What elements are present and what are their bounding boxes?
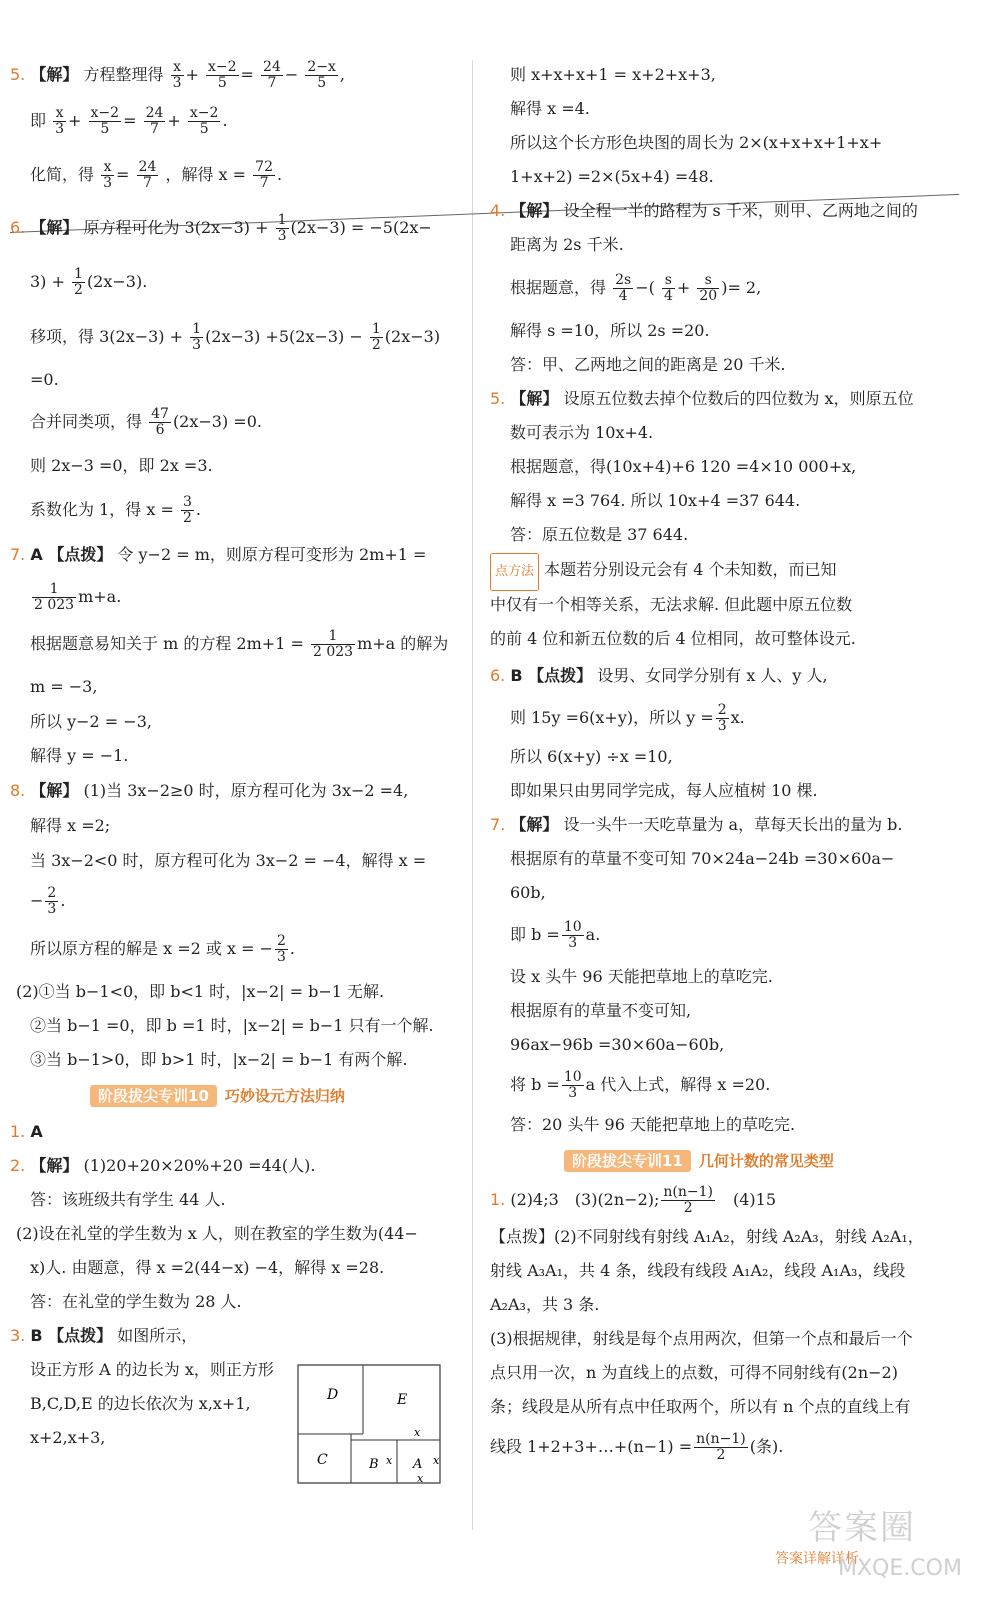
p6-line-1 [10,203,450,253]
question-number: 6. [10,218,26,237]
fraction [694,1432,748,1463]
fraction [188,106,221,137]
numerator: 2−x [307,59,336,75]
t1-line-5: (3)根据规律，射线是每个点用两次，但第一个点和最后一个 [490,1329,913,1348]
s7-line-5: 设 x 头牛 96 天能把草地上的草吃完. [510,967,773,986]
numerator: 3 [182,494,192,510]
denominator: 5 [217,75,227,91]
p7-line-1 [10,535,450,575]
denominator: 4 [663,288,673,304]
squares-diagram [297,1364,443,1486]
fraction [149,407,171,438]
s4-line-4: 解得 s =10，所以 2s =20. [510,321,710,340]
answer-tag: A 【点拨】 [30,545,113,564]
fraction [190,322,203,353]
denominator: 5 [199,121,209,137]
method-line-3: 的前 4 位和新五位数的后 4 位相同，故可整体设元. [490,629,856,648]
fraction [276,213,289,244]
question-number: 8. [10,781,26,800]
denominator: 20 [699,288,718,304]
fraction [305,60,338,91]
fraction [562,1070,584,1101]
s6-line-1 [490,656,950,696]
p7-line-6: 解得 y = −1. [30,746,129,765]
p6-line-3 [10,311,450,363]
fraction [101,160,114,191]
answer-tag: B 【点拨】 [30,1326,113,1345]
text: m+a 的解为 [357,634,449,653]
fraction [716,703,729,734]
answer-tag: 【解】 [510,815,559,834]
text: 合并同类项，得 [30,412,143,431]
numerator: 1 [74,266,83,282]
text: 设全程一半的路程为 s 千米，则甲、乙两地之间的 [563,201,918,220]
text: 根据题意，得 [510,278,607,297]
question-number: 3. [10,1326,26,1345]
text: 则 15y =6(x+y)，所以 y = [510,708,714,727]
squares-figure [297,1364,443,1486]
text: 设原五位数去掉个位数后的四位数为 x，则原五位 [563,389,914,408]
p8-line-1 [10,773,450,809]
banner-label: 阶段拔尖专训10 [90,1085,217,1107]
answer-tag: B 【点拨】 [510,666,593,685]
c-line-1: 则 x+x+x+1 = x+2+x+3, [510,65,716,84]
text: a 代入上式，解得 x =20. [585,1075,771,1094]
label-d: D [327,1387,339,1403]
fraction [32,582,76,613]
method-badge: 点方法 [490,553,539,591]
text: ，解得 x = [165,165,247,184]
label-x: x [417,1472,424,1485]
t1-line-2: 【点拨】(2)不同射线有射线 A₁A₂，射线 A₂A₃，射线 A₂A₁， [490,1227,924,1246]
label-e: E [397,1392,408,1408]
fraction [661,1185,715,1216]
section-banner-10 [80,1083,355,1109]
question-number: 6. [490,666,506,685]
s7-line-8 [490,1062,950,1108]
denominator: 3 [276,949,286,965]
text: 即 [30,111,47,130]
t1-line-8 [490,1424,950,1470]
p5-line-2: 即 $\frac{x}{3}$ + $\frac{x-2}{5}$ = $\frac{24}{7}$ + $\frac{x-2}{5}$ . [30,105,228,137]
answer-tag: 【解】 [30,1156,79,1175]
t1-line-1 [490,1180,950,1220]
section-banner-11 [554,1148,844,1174]
p7-line-4: m = −3, [30,677,98,696]
question-number: 5. [10,65,26,84]
text: (2x−3) =0. [172,412,262,431]
watermark-logo: 答案圈 [808,1508,916,1548]
s2-line-3: (2)设在礼堂的学生数为 x 人，则在教室的学生数为(44− [16,1224,418,1243]
numerator: 10 [563,919,582,935]
text: 化简，得 [30,165,95,184]
label-b: B [369,1457,379,1472]
p8-line-7: ②当 b−1 =0，即 b =1 时，|x−2| = b−1 只有一个解. [30,1016,434,1035]
fraction [137,160,159,191]
answer-tag: 【解】 [30,218,79,237]
p5-line-3: 化简，得 $\frac{x}{3}$ = $\frac{24}{7}$ ，解得 x = $\frac{72}{7}$ . [30,159,283,191]
s2-line-2: 答：该班级共有学生 44 人. [30,1190,226,1209]
fraction [253,160,275,191]
p7-line-2 [10,575,450,619]
s7-line-2: 根据原有的草量不变可知 70×24a−24b =30×60a− [510,849,895,868]
label-x: x [414,1426,421,1439]
denominator: 3 [568,1085,578,1101]
denominator: 2 [371,337,381,353]
banner-label: 阶段拔尖专训11 [564,1150,691,1172]
s7-line-6: 根据原有的草量不变可知, [510,1001,692,1020]
c-line-2: 解得 x =4. [510,99,590,118]
numerator: 1 [371,321,381,337]
right-column [490,58,950,1470]
numerator: 24 [138,159,157,175]
label-x: x [386,1454,393,1467]
p8-line-3: 当 3x−2<0 时，原方程可化为 3x−2 = −4，解得 x = [30,851,427,870]
fraction [144,106,166,137]
s7-line-3: 60b, [510,883,546,902]
text: m+a. [78,587,122,606]
p6-line-4: =0. [30,370,59,389]
text: 设一头牛一天吃草量为 a，草每天长出的量为 b. [563,815,903,834]
text: (1)当 3x−2≥0 时，原方程可化为 3x−2 =4, [83,781,409,800]
question-number: 2. [10,1156,26,1175]
s5-line-1 [490,382,950,416]
t1-line-6: 点只用一次，n 为直线上的点数，可得不同射线有(2n−2) [490,1363,898,1382]
p8-line-6: (2)①当 b−1<0，即 b<1 时，|x−2| = b−1 无解. [16,982,385,1001]
text: (1)20+20×20%+20 =44(人). [83,1156,316,1175]
fraction [370,322,383,353]
denominator: 3 [192,337,202,353]
numerator: 2 [47,885,57,901]
s5-line-4: 解得 x =3 764. 所以 10x+4 =37 644. [510,491,801,510]
denominator: 7 [259,175,269,191]
fraction [275,934,288,965]
banner-title: 巧妙设元方法归纳 [224,1087,345,1105]
s2-line-4: x)人. 由题意，得 x =2(44−x) −4，解得 x =28. [30,1258,385,1277]
denominator: 3 [717,718,727,734]
numerator: 47 [151,406,169,422]
p8-line-8: ③当 b−1>0，即 b>1 时，|x−2| = b−1 有两个解. [30,1050,408,1069]
denominator: 2 023 [312,644,354,660]
method-line-1 [490,552,950,588]
denominator: 5 [100,121,110,137]
label-c: C [317,1452,328,1468]
text: (条). [749,1437,784,1456]
numerator: x [171,60,184,76]
p8-line-2: 解得 x =2; [30,816,111,835]
c-line-4: 1+x+2) =2×(5x+4) =48. [510,167,714,186]
denominator: 3 [277,228,287,244]
p7-line-3 [10,619,450,669]
answer-tag: 【解】 [30,781,79,800]
numerator: n(n−1) [663,1184,713,1200]
s1-line [10,1115,450,1149]
s4-line-2: 距离为 2s 千米. [510,235,624,254]
denominator: 2 023 [34,597,75,613]
numerator: n(n−1) [696,1431,746,1447]
denominator: 3 [568,935,578,951]
s3-line-3: B,C,D,E 的边长依次为 x,x+1, [30,1394,251,1413]
numerator: x−2 [189,105,219,121]
fraction [181,495,194,526]
text: 如图所示， [117,1326,198,1345]
text: (2x−3) +5(2x−3) − [205,327,363,346]
text: (4)15 [717,1190,777,1209]
label-a: A [413,1457,423,1472]
text: 即 b = [510,925,560,944]
fraction [562,920,584,951]
denominator: 3 [55,121,65,137]
numerator: x−2 [90,105,120,121]
numerator: x [53,106,66,122]
fraction [171,60,184,91]
text: 令 y−2 = m，则原方程可变形为 2m+1 = [117,545,427,564]
denominator: 2 [716,1447,726,1463]
numerator: 24 [263,59,281,75]
fraction [72,267,85,298]
p6-line-7: 系数化为 1，得 x = $\frac{3}{2}$ . [30,494,201,526]
denominator: 7 [267,75,277,91]
answer-tag: 【解】 [510,389,559,408]
numerator: 72 [255,159,273,175]
answer-tag: 【解】 [510,201,559,220]
text: = 2, [727,278,762,297]
numerator: 1 [277,212,287,228]
text: 设男、女同学分别有 x 人、y 人, [597,666,828,685]
text: 移项，得 3(2x−3) + [30,327,184,346]
method-line-2: 中仅有一个相等关系，无法求解. 但此题中原五位数 [490,595,853,614]
s6-line-4: 即如果只由男同学完成，每人应植树 10 棵. [510,781,818,800]
s3-line-4: x+2,x+3, [30,1428,106,1447]
p8-line-4: − $\frac{2}{3}$ . [30,885,66,917]
text: 系数化为 1，得 x = [30,500,174,519]
s3-line-1 [10,1319,450,1353]
s7-line-1 [490,808,950,842]
page-footer: 答案详解详析 [775,1551,859,1567]
denominator: 2 [74,282,83,298]
denominator: 3 [103,175,113,191]
p7-line-5: 所以 y−2 = −3, [30,712,152,731]
text: 将 b = [510,1075,560,1094]
numerator: 2 [276,933,286,949]
denominator: 3 [172,75,182,91]
question-number: 7. [490,815,506,834]
p6-line-6: 则 2x−3 =0，即 2x =3. [30,456,213,475]
s6-line-3: 所以 6(x+y) ÷x =10, [510,747,673,766]
numerator: 2s [615,272,632,288]
question-number: 1. [10,1122,26,1141]
question-number: 5. [490,389,506,408]
numerator: 1 [192,321,202,337]
numerator: 1 [311,629,355,645]
fraction [45,886,58,917]
question-number: 1. [490,1190,506,1209]
s2-line-1 [10,1149,450,1183]
s2-line-5: 答：在礼堂的学生数为 28 人. [30,1292,242,1311]
fraction [206,60,239,91]
numerator: s [662,273,675,289]
fraction [662,273,675,304]
denominator: 2 [683,1200,693,1216]
denominator: 5 [317,75,327,91]
numerator: 24 [145,105,164,121]
denominator: 2 [182,510,192,526]
s7-line-7: 96ax−96b =30×60a−60b, [510,1035,725,1054]
s3-line-2: 设正方形 A 的边长为 x，则正方形 [30,1360,274,1379]
text: − [30,891,44,910]
text: (2x−3) [384,327,441,346]
text: 3) + [30,272,65,291]
t1-line-7: 条；线段是从所有点中任取两个，所以有 n 个点的直线上有 [490,1397,911,1416]
denominator: 3 [47,901,57,917]
fraction [613,273,633,304]
s6-line-2: 则 15y =6(x+y)，所以 y = $\frac{2}{3}$ x. [510,702,745,734]
numerator: x [101,160,114,176]
answer-choice: A [30,1122,43,1141]
numerator: 2 [717,702,727,718]
text: 原方程可化为 3(2x−3) + [83,218,269,237]
p5-line-1: 5. 【解】 方程整理得 $\frac{x}{3}$ + $\frac{x-2}{5}$ = $\frac{24}{7}$ − $\frac{2-x}{5}$ , [10,59,346,91]
fraction [261,60,283,91]
label-x: x [433,1454,440,1467]
fraction [53,106,66,137]
t1-line-4: A₂A₃，共 3 条. [490,1295,600,1314]
p8-line-5: 所以原方程的解是 x =2 或 x = − $\frac{2}{3}$ . [30,933,295,965]
s4-line-5: 答：甲、乙两地之间的距离是 20 千米. [510,355,786,374]
p6-line-2 [10,253,450,311]
text: 根据题意易知关于 m 的方程 2m+1 = [30,634,304,653]
c-line-3: 所以这个长方形色块图的周长为 2×(x+x+x+1+x+ [510,133,883,152]
question-number: 4. [490,201,506,220]
text: 本题若分别设元会有 4 个未知数，而已知 [544,560,837,579]
fraction [311,629,355,660]
banner-title: 几何计数的常见类型 [698,1152,834,1170]
p6-line-5 [10,397,450,447]
answer-tag: 【解】 [30,65,79,84]
text: (2)4;3 (3)(2n−2); [510,1190,660,1209]
t1-line-3: 射线 A₃A₁，共 4 条，线段有线段 A₁A₂，线段 A₁A₃，线段 [490,1261,906,1280]
s7-line-9: 答：20 头牛 96 天能把草地上的草吃完. [510,1115,796,1134]
denominator: 6 [155,422,165,438]
text: (2x−3). [86,272,148,291]
numerator: 1 [32,582,76,598]
column-divider [472,60,473,1530]
s5-line-3: 根据题意，得(10x+4)+6 120 =4×10 000+x, [510,457,857,476]
s4-line-3: 根据题意，得 $\frac{2s}{4}$ −( $\frac{s}{4}$ + $\frac{s}{20}$ )= 2, [510,272,762,304]
denominator: 4 [618,288,628,304]
s7-line-4: 即 b = $\frac{10}{3}$ a. [510,919,601,951]
numerator: 10 [563,1069,582,1085]
text: 线段 1+2+3+…+(n−1) = [490,1437,693,1456]
text: (2x−3) = −5(2x− [290,218,432,237]
text: 方程整理得 [83,65,164,84]
watermark-url: MXQE.COM [838,1556,962,1581]
denominator: 7 [142,175,152,191]
fraction [697,273,719,304]
numerator: s [697,273,719,289]
s4-line-1 [490,194,950,228]
fraction [89,106,122,137]
numerator: x−2 [208,59,237,75]
left-column [10,55,450,1455]
text: 所以原方程的解是 x =2 或 x = − [30,939,273,958]
s5-line-2: 数可表示为 10x+4. [510,423,654,442]
denominator: 7 [150,121,159,137]
question-number: 7. [10,545,26,564]
s5-line-5: 答：原五位数是 37 644. [510,525,689,544]
